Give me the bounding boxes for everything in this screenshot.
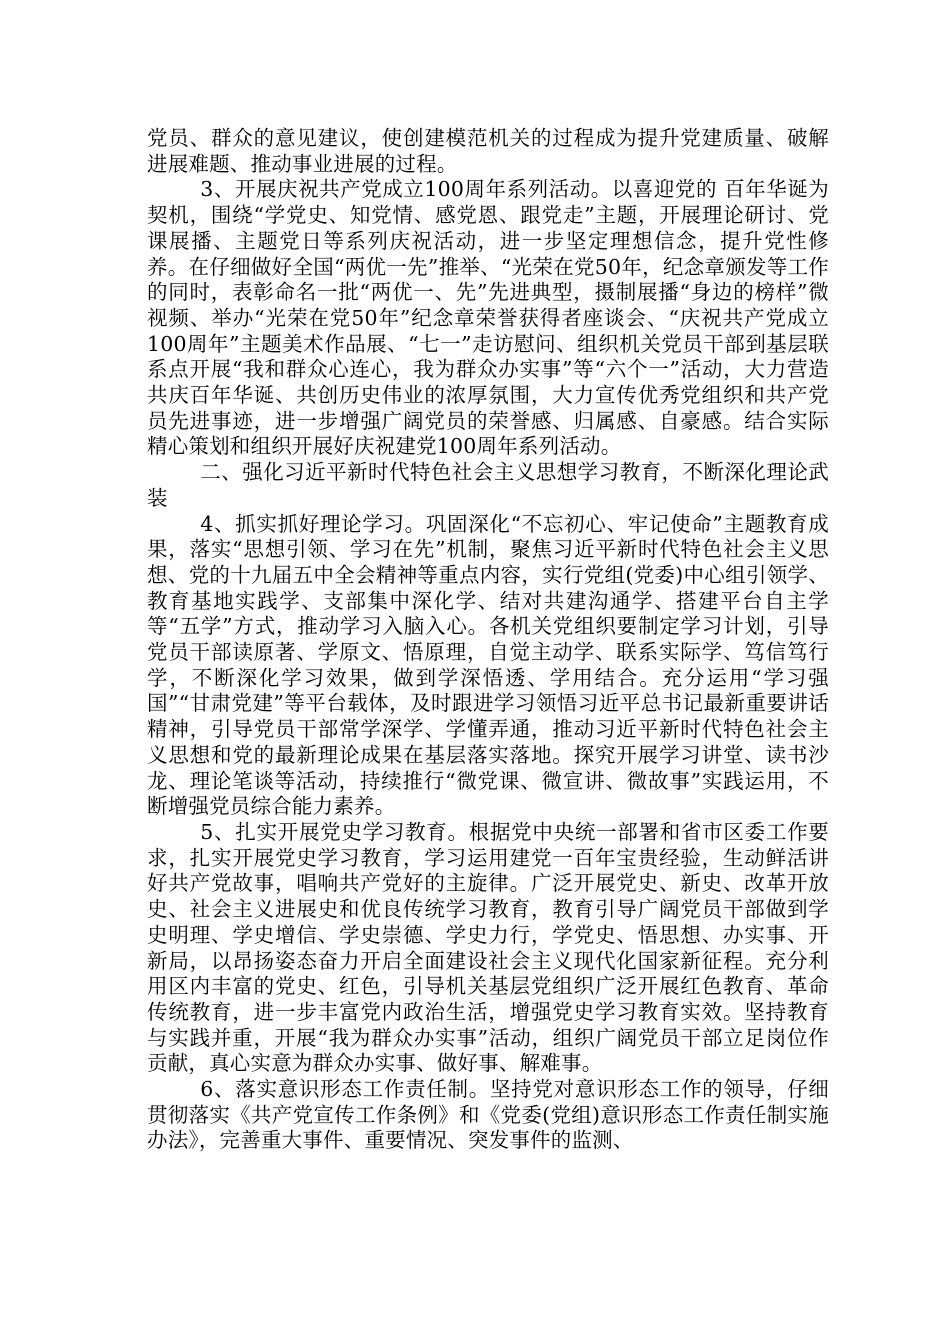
paragraph-item-4: 4、抓实抓好理论学习。巩固深化“不忘初心、牢记使命”主题教育成果，落实“思想引领、学习在先”机制，聚焦习近平新时代特色社会主义思想、党的十九届五中全会精神等重点内容，实行党组(党委)中心组引领学、教育基地实践学、支部集中深化学、结对共建沟通学、搭建平台自主学等“五学”方式，推动学习入脑入心。各机关党组织要制定学习计划，引导党员干部读原著、学原文、悟原理，自觉主动学、联系实际学、笃信笃行学，不断深化学习效果，做到学深悟透、学用结合。充分运用“学习强国”“甘肃党建”等平台载体，及时跟进学习领悟习近平总书记最新重要讲话精神，引导党员干部常学深学、学懂弄通，推动习近平新时代特色社会主义思想和党的最新理论成果在基层落实落地。探究开展学习讲堂、读书沙龙、理论笔谈等活动，持续推行“微党课、微宣讲、微故事”实践运用，不断增强党员综合能力素养。	[147, 511, 829, 819]
paragraph-item-3: 3、开展庆祝共产党成立100周年系列活动。以喜迎党的 百年华诞为契机，围绕“学党史、知党情、感党恩、跟党走”主题，开展理论研讨、党课展播、主题党日等系列庆祝活动，进一步坚定理想信念，提升党性修养。在仔细做好全国“两优一先”推举、“光荣在党50年，纪念章颁发等工作的同时，表彰命名一批“两优一、先”先进典型，摄制展播“身边的榜样”微视频、举办“光荣在党50年”纪念章荣誉获得者座谈会、“庆祝共产党成立100周年”主题美术作品展、“七一”走访慰问、组织机关党员干部到基层联系点开展“我和群众心连心，我为群众办实事”等“六个一”活动，大力营造共庆百年华诞、共创历史伟业的浓厚氛围，大力宣传优秀党组织和共产党员先进事迹，进一步增强广阔党员的荣誉感、归属感、自豪感。结合实际精心策划和组织开展好庆祝建党100周年系列活动。	[147, 177, 829, 459]
paragraph-item-6: 6、落实意识形态工作责任制。坚持党对意识形态工作的领导，仔细贯彻落实《共产党宣传工作条例》和《党委(党组)意识形态工作责任制实施办法》，完善重大事件、重要情况、突发事件的监测、	[147, 1077, 829, 1153]
section-heading-2: 二、强化习近平新时代特色社会主义思想学习教育，不断深化理论武装	[147, 460, 829, 510]
document-page	[147, 126, 829, 1154]
paragraph-continuation: 党员、群众的意见建议，使创建模范机关的过程成为提升党建质量、破解进展难题、推动事业进展的过程。	[147, 126, 829, 176]
paragraph-item-5: 5、扎实开展党史学习教育。根据党中央统一部署和省市区委工作要求，扎实开展党史学习教育，学习运用建党一百年宝贵经验，生动鲜活讲好共产党故事，唱响共产党好的主旋律。广泛开展党史、新史、改革开放史、社会主义进展史和优良传统学习教育，教育引导广阔党员干部做到学史明理、学史增信、学史崇德、学史力行，学党史、悟思想、办实事、开新局，以昂扬姿态奋力开启全面建设社会主义现代化国家新征程。充分利用区内丰富的党史、红色，引导机关基层党组织广泛开展红色教育、革命传统教育，进一步丰富党内政治生活，增强党史学习教育实效。坚持教育与实践并重，开展“我为群众办实事”活动，组织广阔党员干部立足岗位作贡献，真心实意为群众办实事、做好事、解难事。	[147, 819, 829, 1076]
